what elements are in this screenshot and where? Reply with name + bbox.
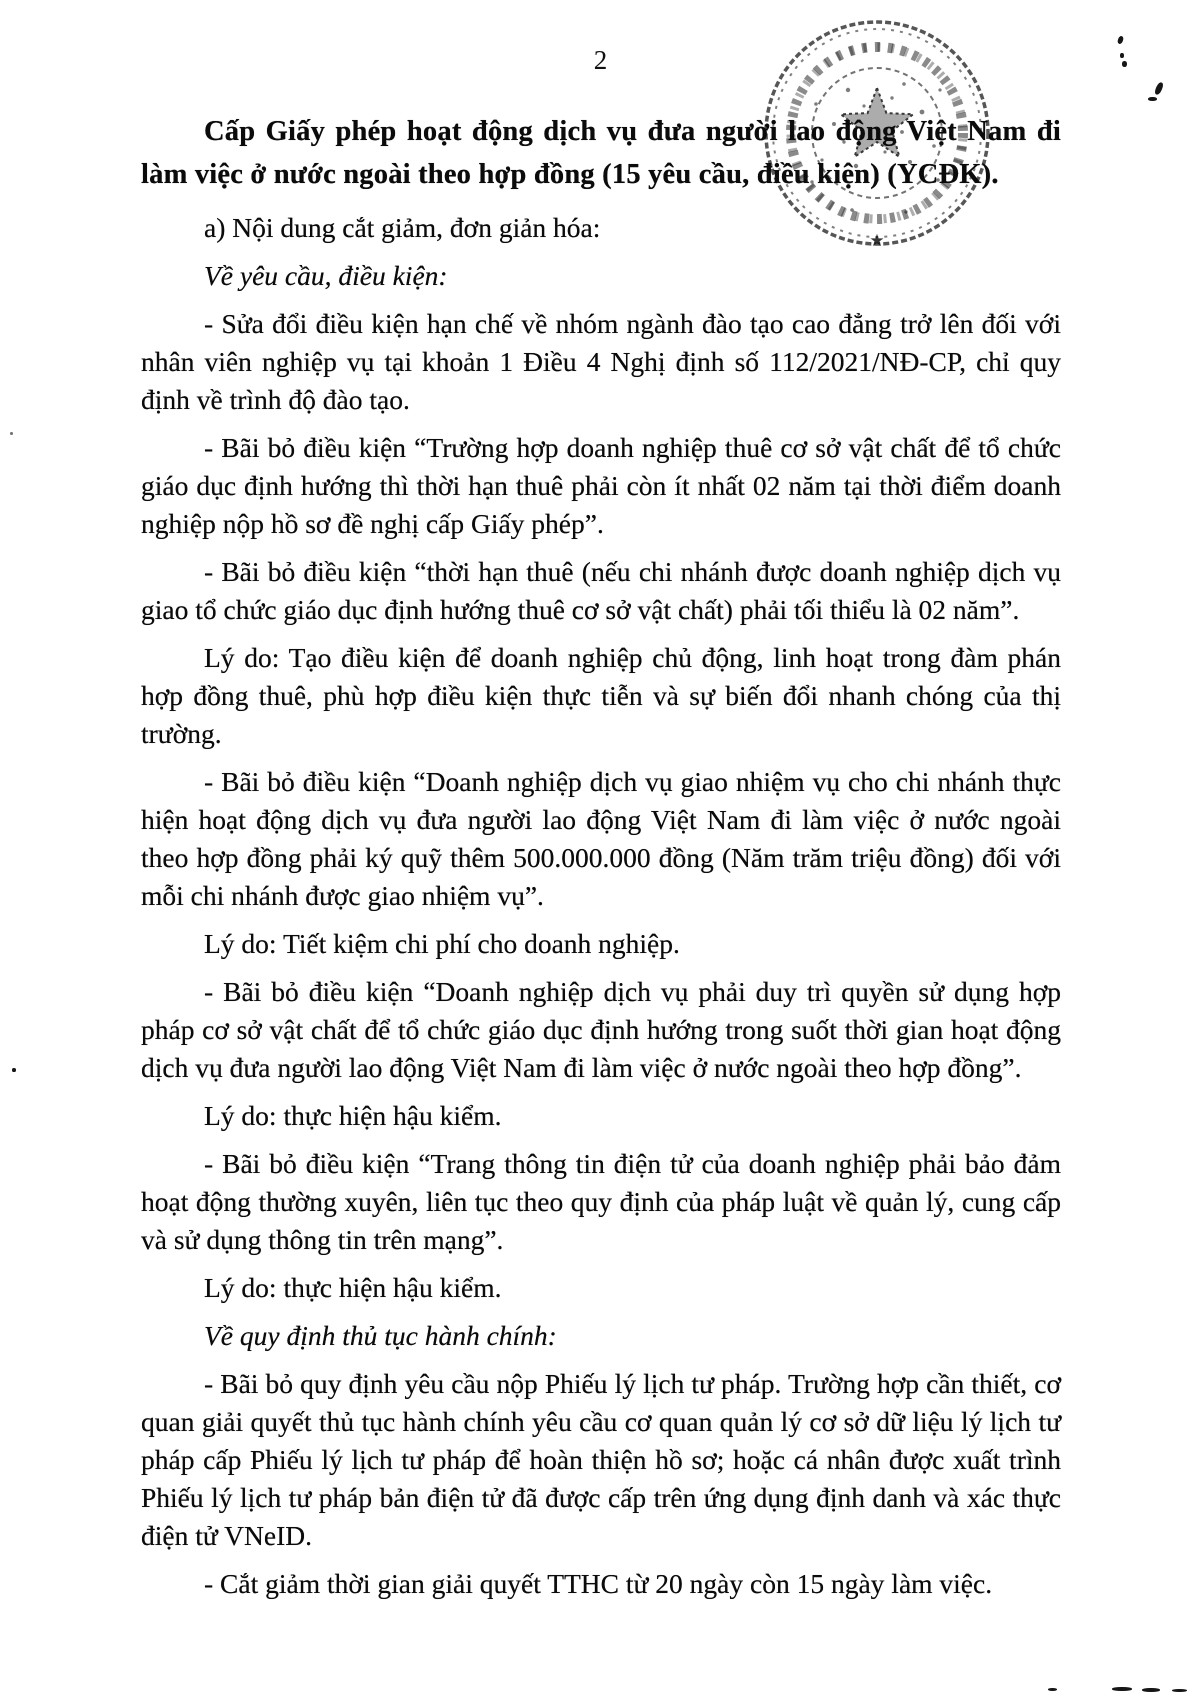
paragraph: - Bãi bỏ điều kiện “thời hạn thuê (nếu chi nhánh được doanh nghiệp dịch vụ giao tổ chức giáo dục định hướng thuê cơ sở vật chất) phải tối thiểu là 02 năm”. (141, 556, 1061, 625)
document-content (141, 110, 1061, 1603)
ink-speck (1048, 1688, 1057, 1691)
ink-speck (1122, 61, 1127, 67)
paragraph: - Bãi bỏ điều kiện “Trường hợp doanh nghiệp thuê cơ sở vật chất để tổ chức giáo dục định hướng thì thời hạn thuê phải còn ít nhất 02 năm tại thời điểm doanh nghiệp nộp hồ sơ đề nghị cấp Giấy phép”. (141, 432, 1061, 539)
paragraph: a) Nội dung cắt giảm, đơn giản hóa: (204, 212, 601, 243)
document-title: Cấp Giấy phép hoạt động dịch vụ đưa người lao động Việt Nam đi làm việc ở nước ngoài theo hợp đồng (15 yêu cầu, điều kiện) (YCĐK). (141, 116, 1061, 190)
paragraph: Về yêu cầu, điều kiện: (204, 260, 448, 291)
paragraph: - Cắt giảm thời gian giải quyết TTHC từ 20 ngày còn 15 ngày làm việc. (204, 1568, 993, 1599)
paragraph: - Bãi bỏ điều kiện “Doanh nghiệp dịch vụ phải duy trì quyền sử dụng hợp pháp cơ sở vật chất để tổ chức giáo dục định hướng trong suốt thời gian hoạt động dịch vụ đưa người lao động Việt Nam đi làm việc ở nước ngoài theo hợp đồng”. (141, 976, 1061, 1083)
paragraph: Lý do: Tiết kiệm chi phí cho doanh nghiệp. (204, 928, 680, 959)
ink-speck (1142, 1688, 1160, 1692)
paragraph: - Bãi bỏ điều kiện “Trang thông tin điện tử của doanh nghiệp phải bảo đảm hoạt động thường xuyên, liên tục theo quy định của pháp luật về quản lý, cung cấp và sử dụng thông tin trên mạng”. (141, 1148, 1061, 1255)
ink-speck (1154, 81, 1165, 95)
ink-speck (10, 432, 13, 435)
seal-bottom-star: ★ (869, 231, 885, 250)
document-body (141, 209, 1061, 1603)
ink-speck (1148, 97, 1157, 101)
paragraph: - Sửa đổi điều kiện hạn chế về nhóm ngành đào tạo cao đẳng trở lên đối với nhân viên nghiệp vụ tại khoản 1 Điều 4 Nghị định số 112/2021/NĐ-CP, chỉ quy định về trình độ đào tạo. (141, 308, 1061, 415)
paragraph: - Bãi bỏ điều kiện “Doanh nghiệp dịch vụ giao nhiệm vụ cho chi nhánh thực hiện hoạt động dịch vụ đưa người lao động Việt Nam đi làm việc ở nước ngoài theo hợp đồng phải ký quỹ thêm 500.000.000 đồng (Năm trăm triệu đồng) đối với mỗi chi nhánh được giao nhiệm vụ”. (141, 766, 1061, 911)
ink-speck (12, 1068, 16, 1072)
paragraph: Về quy định thủ tục hành chính: (204, 1320, 557, 1351)
paragraph: Lý do: thực hiện hậu kiểm. (204, 1272, 502, 1303)
ink-speck (1172, 1689, 1187, 1692)
ink-speck (1112, 1687, 1132, 1691)
paragraph: - Bãi bỏ quy định yêu cầu nộp Phiếu lý lịch tư pháp. Trường hợp cần thiết, cơ quan giải quyết thủ tục hành chính yêu cầu cơ quan quản lý cơ sở dữ liệu lý lịch tư pháp cấp Phiếu lý lịch tư pháp để hoàn thiện hồ sơ; hoặc cá nhân được xuất trình Phiếu lý lịch tư pháp bản điện tử đã được cấp trên ứng dụng định danh và xác thực điện tử VNeID. (141, 1368, 1061, 1551)
paragraph: Lý do: thực hiện hậu kiểm. (204, 1100, 502, 1131)
page-number: 2 (593, 45, 608, 75)
ink-speck (1120, 53, 1124, 58)
paragraph: Lý do: Tạo điều kiện để doanh nghiệp chủ động, linh hoạt trong đàm phán hợp đồng thuê, phù hợp điều kiện thực tiễn và sự biến đổi nhanh chóng của thị trường. (141, 642, 1061, 749)
